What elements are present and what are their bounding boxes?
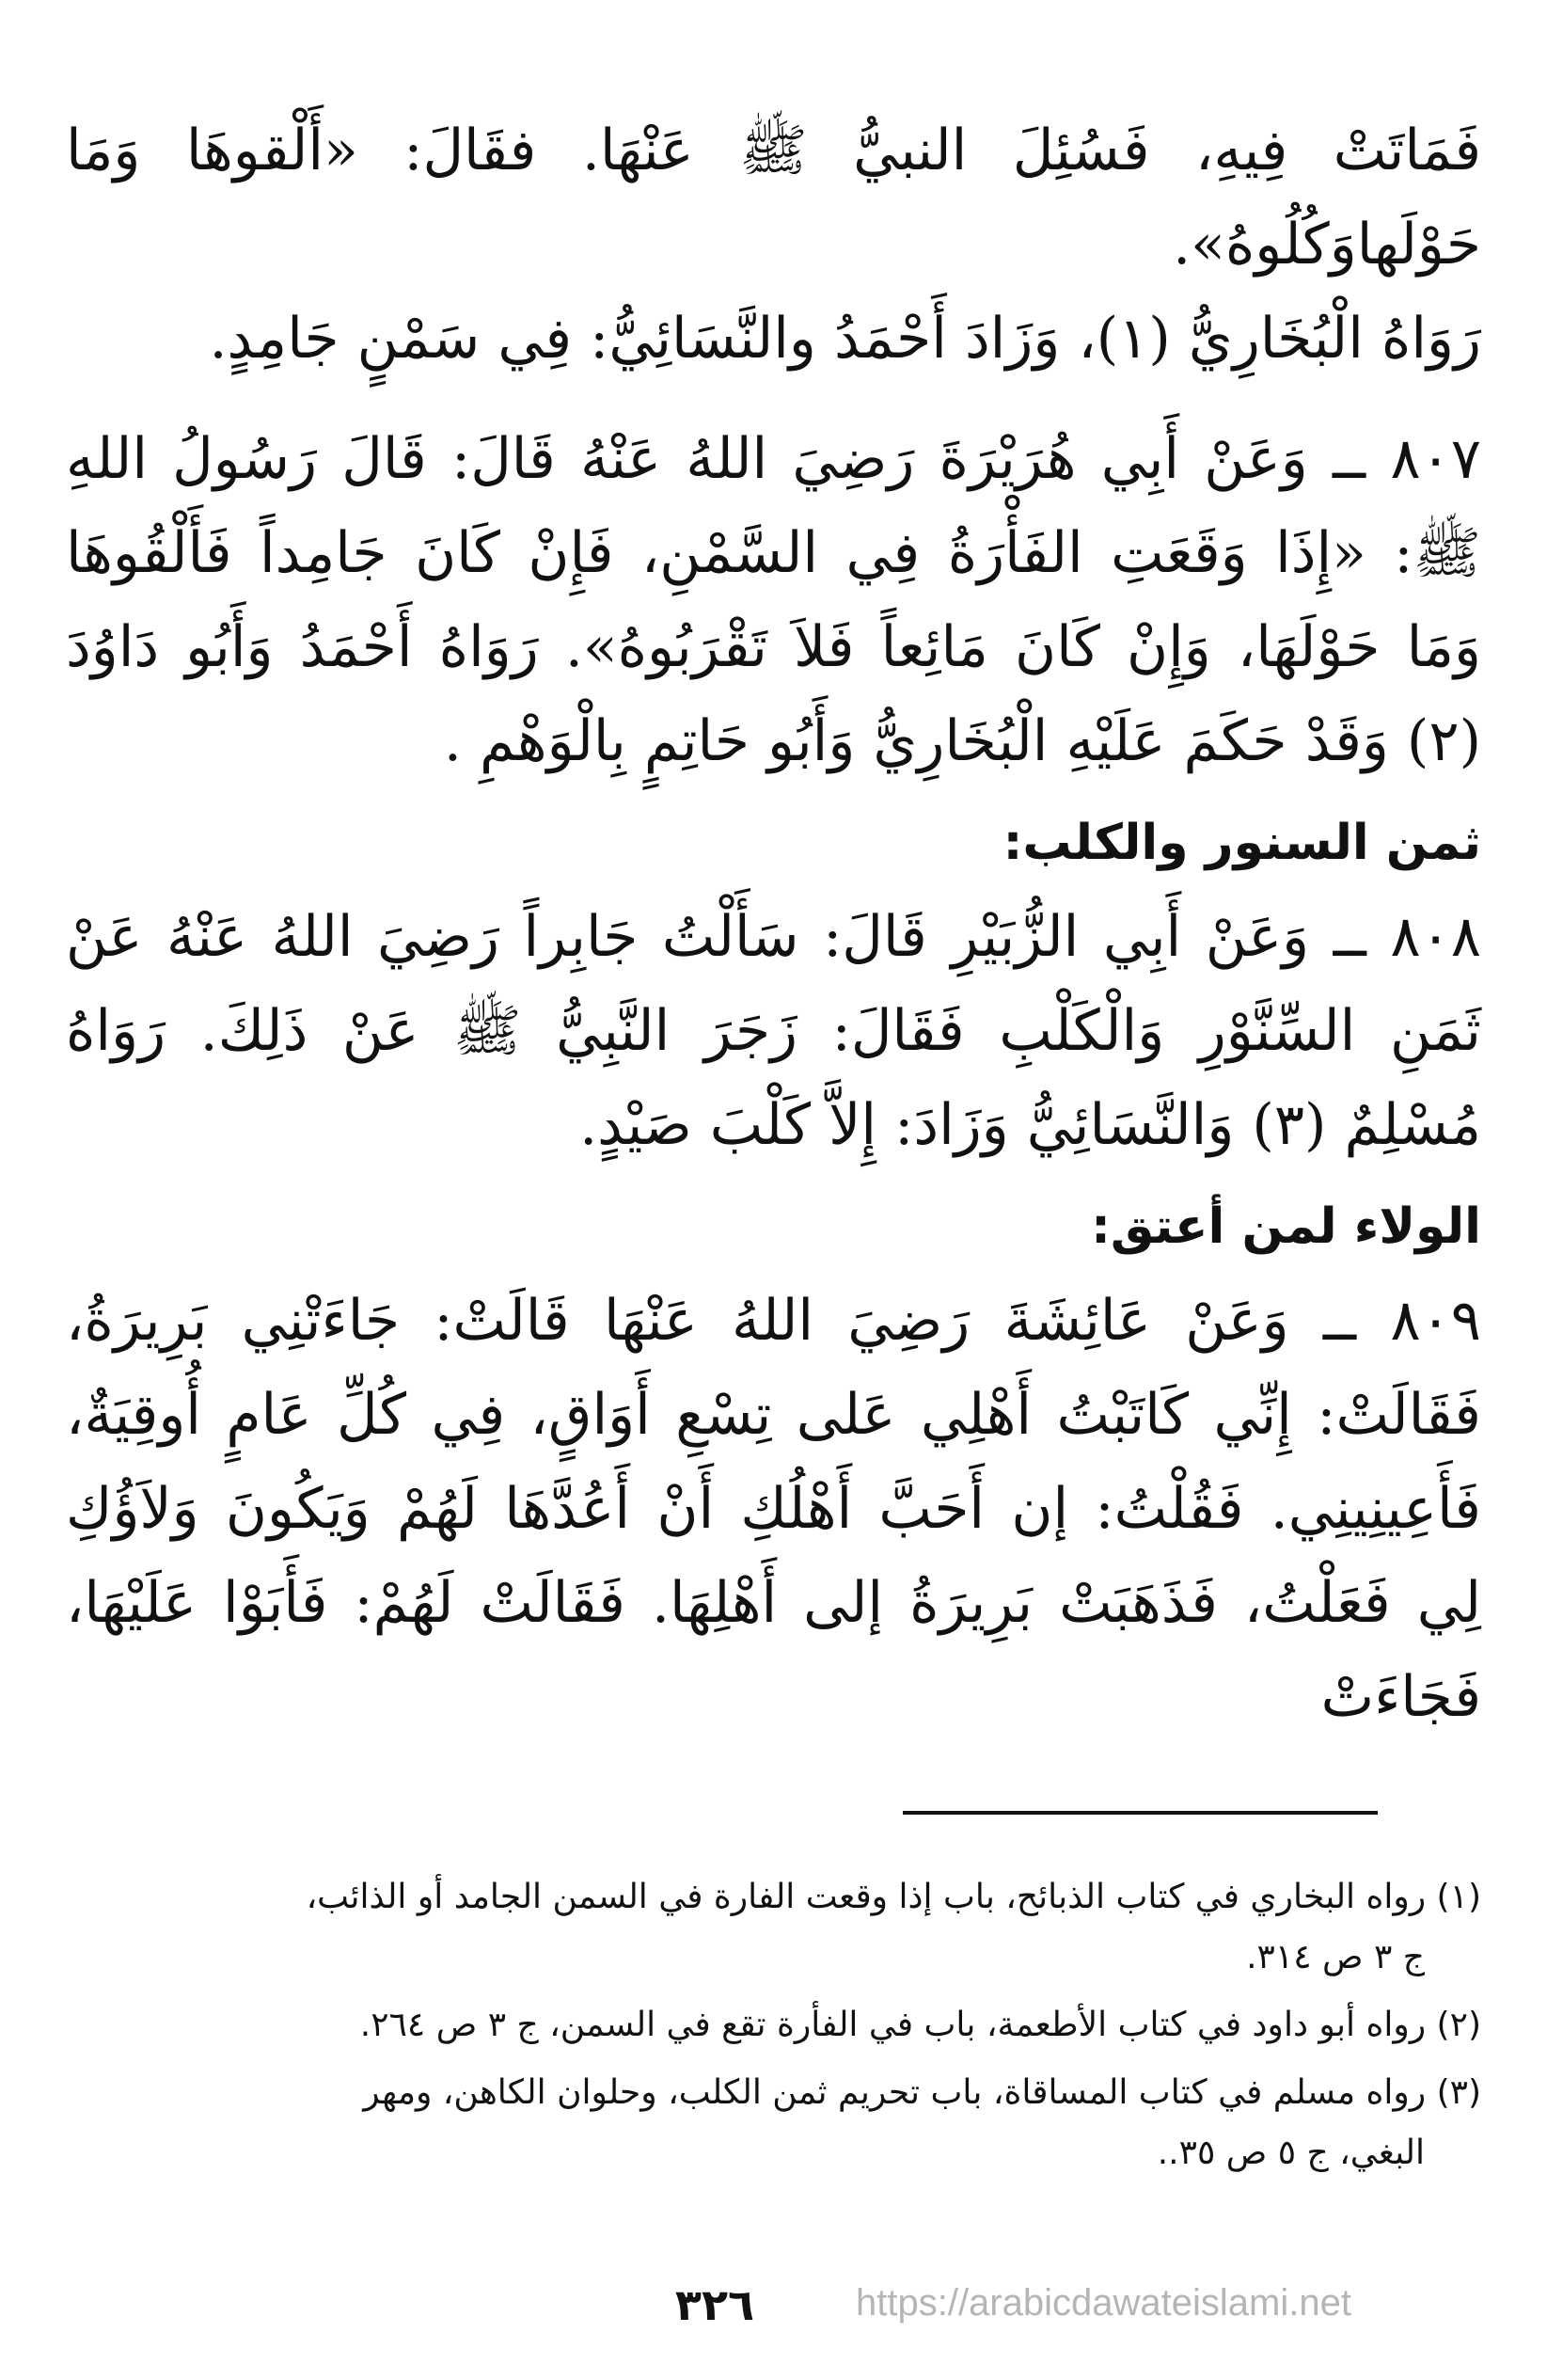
hadith-808: ٨٠٨ ــ وَعَنْ أَبِي الزُّبَيْرِ قَالَ: سَأَلْتُ جَابِراً رَضِيَ اللهُ عَنْهُ عَنْ ثَمَنِ السِّنَّوْرِ وَالْكَلْبِ فَقَالَ: زَجَرَ النَّبِيُّ ﷺ عَنْ ذَلِكَ. رَوَاهُ مُسْلِمٌ (٣) وَالنَّسَائِيُّ وَزَادَ: إِلاَّ كَلْبَ صَيْدٍ. [66, 904, 1482, 1158]
section-heading-wala: الولاء لمن أعتق: [1091, 1198, 1481, 1255]
footnote-1 [66, 1867, 1481, 1988]
page-number: ٣٢٦ [674, 2279, 755, 2330]
footnote-3-text: (٣) رواه مسلم في كتاب المساقاة، باب تحريم ثمن الكلب، وحلوان الكاهن، ومهر [363, 2073, 1481, 2112]
footnote-1-text: (١) رواه البخاري في كتاب الذبائح، باب إذا وقعت الفارة في السمن الجامد أو الذائب، [306, 1878, 1481, 1916]
paragraph-806-ending-line1: فَمَاتَتْ فِيهِ، فَسُئِلَ النبيُّ ﷺ عَنْهَا. فقَالَ: «أَلْقوهَا وَمَا حَوْلَهاوَكُلُوهُ». [66, 118, 1481, 278]
paragraph-806-ending-line2: رَوَاهُ الْبُخَارِيُّ (١)، وَزَادَ أَحْمَدُ والنَّسَائِيُّ: فِي سَمْنٍ جَامِدٍ. [209, 306, 1481, 372]
footnote-1-continuation: ج ٣ ص ٣١٤. [1246, 1938, 1425, 1976]
footnote-3-continuation: البغي، ج ٥ ص ٣٥.. [1157, 2134, 1425, 2172]
watermark-url: https://arabicdawateislami.net [856, 2282, 1351, 2324]
footnote-divider [903, 1811, 1378, 1815]
hadith-809: ٨٠٩ ــ وَعَنْ عَائِشَةَ رَضِيَ اللهُ عَنْهَا قَالَتْ: جَاءَتْنِي بَرِيرَةُ، فَقَالَتْ: إِنِّي كَاتَبْتُ أَهْلِي عَلى تِسْعِ أَوَاقٍ، فِي كُلِّ عَامٍ أُوقِيَةٌ، فَأَعِينِينِي. فَقُلْتُ: إن أَحَبَّ أَهْلُكِ أَنْ أَعُدَّهَا لَهُمْ وَيَكُونَ وَلاَؤُكِ لِي فَعَلْتُ، فَذَهَبَتْ بَرِيرَةُ إلى أَهْلِهَا. فَقَالَتْ لَهُمْ: فَأَبَوْا عَلَيْهَا، فَجَاءَتْ [66, 1288, 1481, 1730]
footnote-3 [66, 2063, 1481, 2183]
main-text-block [66, 103, 1481, 1744]
hadith-807: ٨٠٧ ــ وَعَنْ أَبِي هُرَيْرَةَ رَضِيَ اللهُ عَنْهُ قَالَ: قَالَ رَسُولُ اللهِ ﷺ: «إِذَا وَقَعَتِ الفَأْرَةُ فِي السَّمْنِ، فَإِنْ كَانَ جَامِداً فَأَلْقُوهَا وَمَا حَوْلَهَا، وَإِنْ كَانَ مَائِعاً فَلاَ تَقْرَبُوهُ». رَوَاهُ أَحْمَدُ وَأَبُو دَاوُدَ (٢) وَقَدْ حَكَمَ عَلَيْهِ الْبُخَارِيُّ وَأَبُو حَاتِمٍ بِالْوَهْمِ . [66, 426, 1482, 774]
footnotes-block [66, 1867, 1481, 2191]
footnote-2: (٢) رواه أبو داود في كتاب الأطعمة، باب في الفأرة تقع في السمن، ج ٣ ص ٢٦٤. [359, 2006, 1481, 2044]
section-heading-cat-dog-price: ثمن السنور والكلب: [1002, 815, 1481, 871]
